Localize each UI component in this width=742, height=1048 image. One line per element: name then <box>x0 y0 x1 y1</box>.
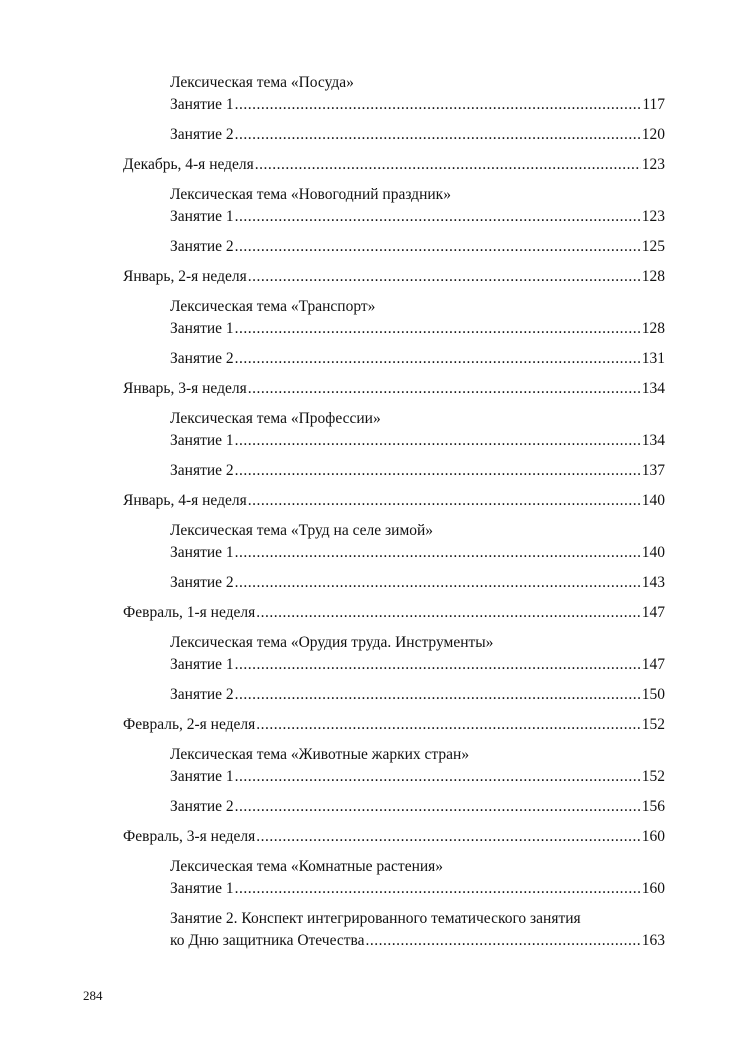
toc-entry-page: 131 <box>641 350 665 367</box>
toc-leader-dots <box>235 430 641 452</box>
toc-week-entry[interactable] <box>123 714 665 736</box>
toc-spacer <box>123 288 665 296</box>
toc-spacer <box>123 340 665 348</box>
toc-lesson-entry[interactable] <box>123 684 665 706</box>
toc-entry-page: 120 <box>641 126 665 143</box>
toc-week-entry[interactable] <box>123 154 665 176</box>
toc-spacer <box>123 146 665 154</box>
toc-entry-page: 160 <box>641 828 665 845</box>
page-number: 284 <box>83 988 103 1003</box>
toc-topic-heading: Лексическая тема «Новогодний праздник» <box>170 186 451 203</box>
toc-leader-dots <box>248 266 641 288</box>
toc-spacer <box>123 116 665 124</box>
toc-leader-dots <box>235 542 641 564</box>
toc-lesson-entry[interactable] <box>123 94 665 116</box>
toc-entry-title: Занятие 2 <box>170 574 234 591</box>
toc-spacer <box>123 176 665 184</box>
toc-entry-title: Январь, 3-я неделя <box>123 380 247 397</box>
toc-spacer <box>123 818 665 826</box>
toc-entry-title: Занятие 1 <box>170 880 234 897</box>
toc-leader-dots <box>366 930 641 952</box>
toc-spacer <box>123 452 665 460</box>
toc-topic-heading: Занятие 2. Конспект интегрированного тематического занятия <box>170 910 581 927</box>
toc-leader-dots <box>235 878 641 900</box>
toc-leader-dots <box>235 94 642 116</box>
toc-topic-heading: Лексическая тема «Профессии» <box>170 410 381 427</box>
toc-lesson-entry[interactable] <box>123 318 665 340</box>
toc-topic-heading: Лексическая тема «Транспорт» <box>170 298 376 315</box>
toc-week-entry[interactable] <box>123 266 665 288</box>
toc-leader-dots <box>235 796 641 818</box>
toc-lesson-entry[interactable] <box>123 430 665 452</box>
toc-topic-heading: Лексическая тема «Животные жарких стран» <box>170 746 470 763</box>
toc-leader-dots <box>235 206 641 228</box>
toc-entry-page: 125 <box>641 238 665 255</box>
toc-spacer <box>123 228 665 236</box>
toc-spacer <box>123 512 665 520</box>
toc-topic-heading: Лексическая тема «Посуда» <box>170 74 354 91</box>
toc-week-entry[interactable] <box>123 602 665 624</box>
toc-entry-title: Январь, 4-я неделя <box>123 492 247 509</box>
toc-lesson-entry[interactable] <box>123 796 665 818</box>
toc-entry-title: Занятие 2 <box>170 238 234 255</box>
toc-lesson-entry[interactable] <box>123 460 665 482</box>
toc-entry-page: 156 <box>641 798 665 815</box>
toc-spacer <box>123 676 665 684</box>
toc-entry-page: 128 <box>641 320 665 337</box>
toc-entry-title: Занятие 2 <box>170 462 234 479</box>
toc-leader-dots <box>248 378 641 400</box>
toc-topic-heading: Лексическая тема «Труд на селе зимой» <box>170 522 434 539</box>
toc-week-entry[interactable] <box>123 490 665 512</box>
toc-entry-title: Занятие 1 <box>170 208 234 225</box>
toc-lesson-entry[interactable] <box>123 236 665 258</box>
toc-spacer <box>123 400 665 408</box>
toc-entry-page: 140 <box>641 492 665 509</box>
toc-entry-page: 150 <box>641 686 665 703</box>
toc-leader-dots <box>235 572 641 594</box>
toc-lesson-entry[interactable] <box>123 348 665 370</box>
toc-leader-dots <box>235 684 641 706</box>
toc-entry-title: Занятие 2 <box>170 686 234 703</box>
toc-spacer <box>123 370 665 378</box>
toc-entry-title: Декабрь, 4-я неделя <box>123 156 254 173</box>
toc-entry-title: Занятие 2 <box>170 126 234 143</box>
toc-spacer <box>123 482 665 490</box>
toc-entry-page: 147 <box>641 656 665 673</box>
toc-topic-heading: Лексическая тема «Орудия труда. Инструменты» <box>170 634 494 651</box>
toc-leader-dots <box>256 714 640 736</box>
table-of-contents <box>123 72 665 952</box>
toc-entry-page: 152 <box>641 768 665 785</box>
toc-lesson-entry[interactable] <box>123 206 665 228</box>
toc-leader-dots <box>235 654 641 676</box>
toc-lesson-entry[interactable] <box>123 542 665 564</box>
toc-entry-title: Занятие 1 <box>170 544 234 561</box>
toc-spacer <box>123 736 665 744</box>
toc-entry-page: 123 <box>641 208 665 225</box>
toc-leader-dots <box>235 460 641 482</box>
toc-entry-page: 160 <box>641 880 665 897</box>
toc-spacer <box>123 706 665 714</box>
toc-entry-page: 134 <box>641 380 665 397</box>
toc-leader-dots <box>235 766 641 788</box>
toc-lesson-entry[interactable] <box>123 124 665 146</box>
toc-leader-dots <box>235 124 641 146</box>
toc-entry-page: 147 <box>641 604 665 621</box>
toc-entry-title: ко Дню защитника Отечества <box>170 932 365 949</box>
toc-topic-heading: Лексическая тема «Комнатные растения» <box>170 858 444 875</box>
toc-lesson-entry[interactable] <box>123 878 665 900</box>
toc-spacer <box>123 564 665 572</box>
toc-leader-dots <box>248 490 641 512</box>
toc-spacer <box>123 848 665 856</box>
toc-week-entry[interactable] <box>123 378 665 400</box>
toc-leader-dots <box>255 154 641 176</box>
toc-entry-page: 117 <box>642 96 665 113</box>
toc-lesson-entry[interactable] <box>123 654 665 676</box>
toc-entry-page: 123 <box>641 156 665 173</box>
toc-entry-title: Занятие 2 <box>170 350 234 367</box>
toc-entry-title: Занятие 1 <box>170 656 234 673</box>
toc-spacer <box>123 594 665 602</box>
toc-week-entry[interactable] <box>123 826 665 848</box>
toc-entry-page: 140 <box>641 544 665 561</box>
toc-spacer <box>123 900 665 908</box>
toc-entry-page: 128 <box>641 268 665 285</box>
toc-entry-page: 152 <box>641 716 665 733</box>
toc-entry-title: Январь, 2-я неделя <box>123 268 247 285</box>
toc-leader-dots <box>235 236 641 258</box>
toc-entry-title: Февраль, 1-я неделя <box>123 604 256 621</box>
toc-entry-title: Занятие 2 <box>170 798 234 815</box>
toc-entry-title: Февраль, 2-я неделя <box>123 716 256 733</box>
toc-spacer <box>123 788 665 796</box>
toc-leader-dots <box>235 318 641 340</box>
toc-lesson-entry[interactable] <box>123 572 665 594</box>
toc-entry-title: Занятие 1 <box>170 320 234 337</box>
toc-lesson-entry[interactable] <box>123 766 665 788</box>
toc-spacer <box>123 258 665 266</box>
toc-entry-title: Занятие 1 <box>170 768 234 785</box>
toc-lesson-entry[interactable] <box>123 930 665 952</box>
toc-entry-page: 143 <box>641 574 665 591</box>
toc-entry-title: Занятие 1 <box>170 432 234 449</box>
toc-entry-page: 137 <box>641 462 665 479</box>
toc-leader-dots <box>235 348 641 370</box>
toc-entry-page: 134 <box>641 432 665 449</box>
toc-leader-dots <box>256 826 640 848</box>
toc-entry-page: 163 <box>641 932 665 949</box>
toc-entry-title: Занятие 1 <box>170 96 234 113</box>
toc-entry-title: Февраль, 3-я неделя <box>123 828 256 845</box>
toc-leader-dots <box>256 602 640 624</box>
toc-spacer <box>123 624 665 632</box>
